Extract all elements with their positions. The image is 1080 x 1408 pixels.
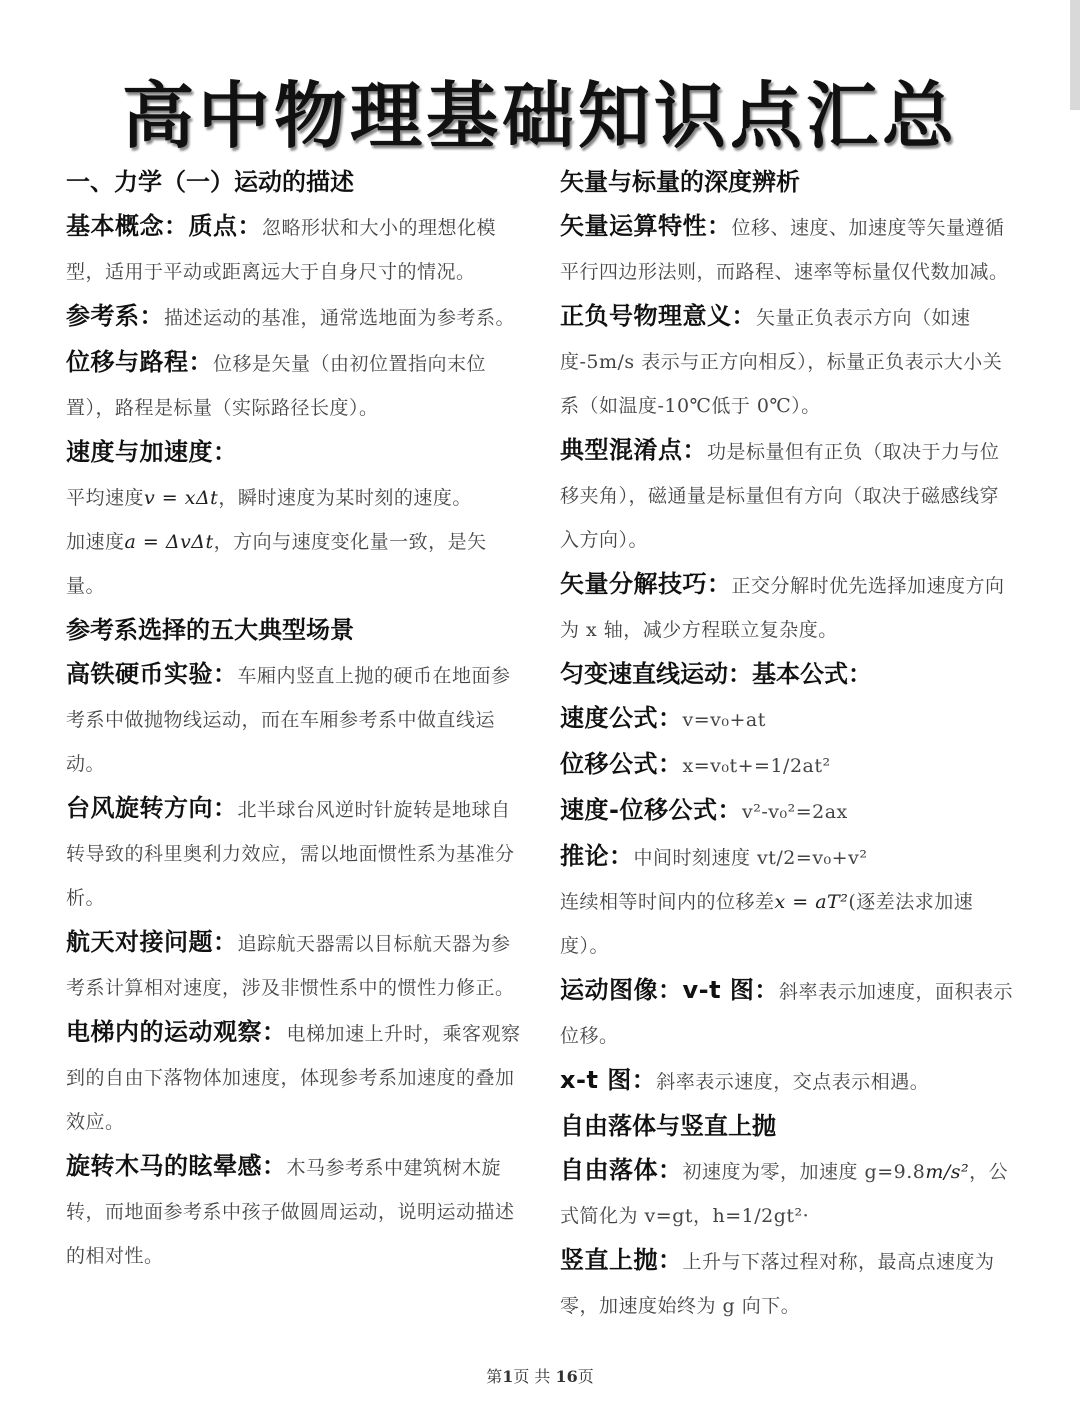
text-fragment: 加速度 xyxy=(66,531,125,553)
paragraph-scenario-2 xyxy=(66,786,524,920)
term-text: 矢量正负表示方向（如速度-5m/s 表示与正方向相反），标量正负表示大小关系（如温度-10℃低于 0℃）。 xyxy=(560,307,1003,417)
footer-text: 页 共 xyxy=(513,1367,551,1386)
term-label: 竖直上抛： xyxy=(560,1246,683,1274)
paragraph-displacement xyxy=(66,340,524,430)
footer-text: 页 xyxy=(577,1367,594,1386)
term-label: 速度与加速度： xyxy=(66,438,238,466)
term-label: 速度-位移公式： xyxy=(560,796,742,824)
term-text: 位移、速度、加速度等矢量遵循平行四边形法则，而路程、速率等标量仅代数加减。 xyxy=(560,217,1009,283)
total-pages: 16 xyxy=(555,1367,578,1386)
term-label: 正负号物理意义： xyxy=(560,302,756,330)
term-text: 木马参考系中建筑树木旋转，而地面参考系中孩子做圆周运动，说明运动描述的相对性。 xyxy=(66,1157,515,1267)
text-fragment: 连续相等时间内的位移差 xyxy=(560,891,775,913)
term-label: 航天对接问题： xyxy=(66,928,238,956)
section-heading: 矢量与标量的深度辨析 xyxy=(560,168,800,196)
term-text: 位移是矢量（由初位置指向末位置），路程是标量（实际路径长度）。 xyxy=(66,353,487,419)
current-page-number: 1 xyxy=(502,1367,514,1386)
section-heading: 自由落体与竖直上抛 xyxy=(560,1112,776,1140)
section-heading: 匀变速直线运动：基本公式： xyxy=(560,660,872,688)
paragraph-successive-difference xyxy=(560,880,1018,968)
text-fragment: 初速度为零，加速度 g=9.8 xyxy=(682,1161,926,1183)
text-fragment: 平均速度 xyxy=(66,487,145,509)
paragraph-average-velocity xyxy=(66,476,524,520)
formula: m/s² xyxy=(925,1161,970,1183)
formula: v²-v₀²=2ax xyxy=(741,801,848,823)
term-text: 车厢内竖直上抛的硬币在地面参考系中做抛物线运动，而在车厢参考系中做直线运动。 xyxy=(66,665,511,775)
formula-corollary xyxy=(560,834,1018,880)
page-footer xyxy=(0,1364,1080,1387)
term-label: 台风旋转方向： xyxy=(66,794,238,822)
paragraph-velocity-heading xyxy=(66,430,524,476)
text-fragment: ，瞬时速度为某时刻的速度。 xyxy=(218,487,472,509)
term-label: 速度公式： xyxy=(560,704,683,732)
term-label: 参考系： xyxy=(66,302,164,330)
term-text: 上升与下落过程对称，最高点速度为零，加速度始终为 g 向下。 xyxy=(560,1251,995,1317)
term-label: 电梯内的运动观察： xyxy=(66,1018,287,1046)
formula: v = xΔt xyxy=(144,487,219,509)
term-text: 斜率表示加速度，面积表示位移。 xyxy=(560,981,1013,1047)
page-title: 高中物理基础知识点汇总 xyxy=(121,74,958,158)
formula: x = aT² xyxy=(774,891,849,913)
text-fragment: (逐差法求加速度）。 xyxy=(560,891,974,957)
formula: 中间时刻速度 vt/2=v₀+v² xyxy=(633,847,868,869)
term-label: 高铁硬币实验： xyxy=(66,660,238,688)
formula-displacement xyxy=(560,742,1018,788)
term-label: 典型混淆点： xyxy=(560,436,707,464)
paragraph-scenario-1 xyxy=(66,652,524,786)
term-label: 基本概念：质点： xyxy=(66,212,262,240)
paragraph-sign-meaning xyxy=(560,294,1018,428)
formula: x=v₀t+=1/2at² xyxy=(682,755,831,777)
formula: v=v₀+at xyxy=(682,709,766,731)
paragraph-scenario-4 xyxy=(66,1010,524,1144)
term-label: 旋转木马的眩晕感： xyxy=(66,1152,287,1180)
term-text: 描述运动的基准，通常选地面为参考系。 xyxy=(164,307,516,329)
term-text: 正交分解时优先选择加速度方向为 x 轴，减少方程联立复杂度。 xyxy=(560,575,1005,641)
term-label: 自由落体： xyxy=(560,1156,683,1184)
term-text: 斜率表示速度，交点表示相遇。 xyxy=(656,1071,930,1093)
paragraph-free-fall xyxy=(560,1148,1018,1238)
term-text: 北半球台风逆时针旋转是地球自转导致的科里奥利力效应，需以地面惯性系为基准分析。 xyxy=(66,799,515,909)
paragraph-reference-frame xyxy=(66,294,524,340)
left-column xyxy=(66,160,524,1278)
paragraph-confusions xyxy=(560,428,1018,562)
term-text: 忽略形状和大小的理想化模型，适用于平动或距离远大于自身尺寸的情况。 xyxy=(66,217,497,283)
paragraph-xt-graph xyxy=(560,1058,1018,1104)
formula: a = ΔvΔt xyxy=(124,531,214,553)
paragraph-vector-ops xyxy=(560,204,1018,294)
right-column xyxy=(560,160,1018,1328)
paragraph-decomposition xyxy=(560,562,1018,652)
term-text: 功是标量但有正负（取决于力与位移夹角），磁通量是标量但有方向（取决于磁感线穿入方向）。 xyxy=(560,441,1000,551)
term-label: 位移与路程： xyxy=(66,348,213,376)
section-heading: 参考系选择的五大典型场景 xyxy=(66,616,354,644)
paragraph-basic-concept xyxy=(66,204,524,294)
term-label: 推论： xyxy=(560,842,634,870)
paragraph-acceleration xyxy=(66,520,524,608)
section-heading: 一、力学（一）运动的描述 xyxy=(66,168,354,196)
footer-text: 第 xyxy=(486,1367,503,1386)
paragraph-vertical-throw xyxy=(560,1238,1018,1328)
formula-velocity-displacement xyxy=(560,788,1018,834)
paragraph-scenario-5 xyxy=(66,1144,524,1278)
text-fragment: ，公式简化为 v=gt，h=1/2gt²· xyxy=(560,1161,1009,1227)
term-text: 追踪航天器需以目标航天器为参考系计算相对速度，涉及非惯性系中的惯性力修正。 xyxy=(66,933,515,999)
term-label: 矢量运算特性： xyxy=(560,212,732,240)
text-fragment: ，方向与速度变化量一致，是矢量。 xyxy=(66,531,487,597)
term-label: x-t 图： xyxy=(560,1066,657,1094)
term-label: 矢量分解技巧： xyxy=(560,570,732,598)
term-label: 位移公式： xyxy=(560,750,683,778)
paragraph-vt-graph xyxy=(560,968,1018,1058)
paragraph-scenario-3 xyxy=(66,920,524,1010)
formula-velocity xyxy=(560,696,1018,742)
term-text: 电梯加速上升时，乘客观察到的自由下落物体加速度，体现参考系加速度的叠加效应。 xyxy=(66,1023,521,1133)
term-label: 运动图像：v-t 图： xyxy=(560,976,779,1004)
